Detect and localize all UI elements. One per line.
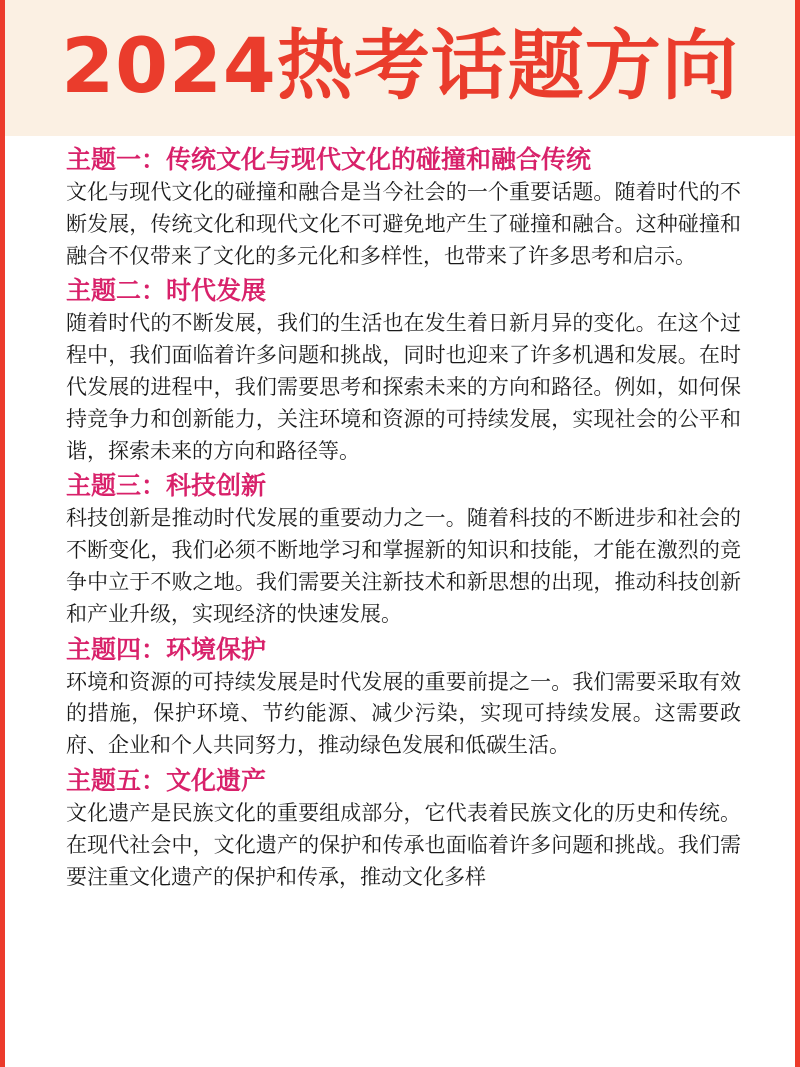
topic-title: 主题四：环境保护 (66, 634, 267, 664)
content-area (66, 143, 741, 895)
topic-title: 主题一：传统文化与现代文化的碰撞和融合传统 (66, 145, 592, 174)
topic-title: 主题二：时代发展 (66, 276, 267, 306)
topic-section-4 (66, 633, 741, 762)
topic-body: 科技创新是推动时代发展的重要动力之一。随着科技的不断进步和社会的不断变化，我们必须不断地学习和掌握新的知识和技能，才能在激烈的竞争中立于不败之地。我们需要关注新技术和新思想的出现，推动科技创新和产业升级，实现经济的快速发展。 (66, 506, 741, 626)
topic-title: 主题五：文化遗产 (66, 765, 267, 795)
topic-body: 文化遗产是民族文化的重要组成部分，它代表着民族文化的历史和传统。在现代社会中，文化遗产的保护和传承也面临着许多问题和挑战。我们需要注重文化遗产的保护和传承，推动文化多样 (66, 800, 741, 889)
header-banner (5, 0, 795, 136)
topic-title: 主题三：科技创新 (66, 471, 267, 501)
topic-section-2 (66, 274, 741, 467)
topic-section-3 (66, 469, 741, 630)
topic-section-5 (66, 764, 741, 893)
page-title: 2024热考话题方向 (61, 21, 739, 110)
topic-section-1 (66, 143, 741, 272)
topic-body: 文化与现代文化的碰撞和融合是当今社会的一个重要话题。随着时代的不断发展，传统文化和现代文化不可避免地产生了碰撞和融合。这种碰撞和融合不仅带来了文化的多元化和多样性，也带来了许多思考和启示。 (66, 180, 741, 268)
topic-body: 环境和资源的可持续发展是时代发展的重要前提之一。我们需要采取有效的措施，保护环境、节约能源、减少污染，实现可持续发展。这需要政府、企业和个人共同努力，推动绿色发展和低碳生活。 (66, 669, 741, 758)
topic-body: 随着时代的不断发展，我们的生活也在发生着日新月异的变化。在这个过程中，我们面临着许多问题和挑战，同时也迎来了许多机遇和发展。在时代发展的进程中，我们需要思考和探索未来的方向和路径。例如，如何保持竞争力和创新能力，关注环境和资源的可持续发展，实现社会的公平和谐，探索未来的方向和路径等。 (66, 311, 741, 463)
